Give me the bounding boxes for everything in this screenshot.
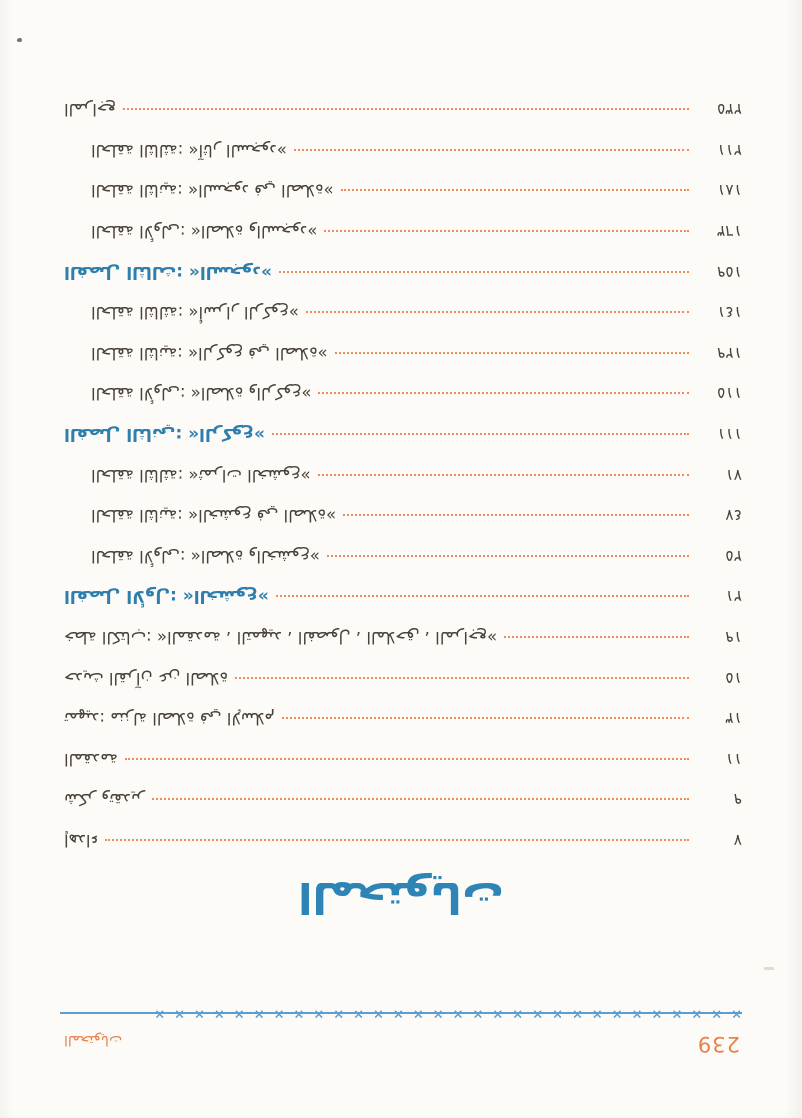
toc-entry-page-number: ٧ [733,831,742,849]
toc-entry-label: الحلقة الثانية: »الركوع في الصلاة« [91,343,328,363]
toc-entry-page-number: ١٤١ [717,303,742,322]
toc-entry-page-number: ١٨١ [717,181,742,200]
dotted-leader [341,190,689,192]
page-header [64,1032,740,1056]
toc-entry-label: الفصل الثالث: »السجود« [64,261,273,282]
toc-entry-label: تمهيد: منزلة الصلاة في الإسلام [64,709,275,729]
toc-entry [64,403,742,444]
toc-entry [64,728,742,769]
toc-entry-label: الفصل الأول: »الخشوع« [64,586,269,607]
toc-entry [64,688,742,729]
toc-entry-page-number: ١٢٩ [717,343,742,362]
scan-speck [17,38,22,42]
dotted-leader [276,595,689,597]
toc-entry-page-number: ١٦٣ [717,222,742,241]
toc-entry [64,485,742,526]
dotted-leader [318,474,689,476]
toc-entry-page-number: ٧١ [725,465,742,484]
page-title: المحتويات [298,873,504,922]
dotted-leader [272,433,689,435]
toc-entry [64,606,742,647]
toc-entry [64,160,742,201]
toc-entry [64,241,742,282]
toc-entry [64,647,742,688]
dotted-leader [125,758,689,760]
barbed-wire-rule: ×××××××××××××××××××××××××××××× [60,1004,742,1022]
toc-entry-label: الحلقة الثانية: »الخشوع في الصلاة« [91,506,337,526]
dotted-leader [294,149,689,151]
dotted-leader [152,798,689,800]
toc-entry [64,525,742,566]
dotted-leader [306,311,689,313]
toc-entry [64,79,742,120]
toc-entry-page-number: ٢١ [725,587,742,606]
toc-entry-label: الحلقة الأولى: »الصلاة والسجود« [91,222,318,242]
toc-entry-label: حديث القرآن عن الصلاة [64,668,228,688]
toc-entry-label: المراجع [64,100,116,120]
toc-entry [64,363,742,404]
toc-entry-page-number: ٢٣٥ [717,100,742,119]
toc-entry [64,566,742,607]
toc-list [64,79,742,850]
dotted-leader [324,230,689,232]
scan-smudge [764,967,774,970]
dotted-leader [343,514,689,516]
toc-entry-page-number: ١٣ [725,709,742,728]
toc-entry-page-number: ١١ [725,749,742,768]
toc-entry-page-number: ١٥٩ [717,262,742,281]
dotted-leader [504,636,689,638]
toc-entry [64,322,742,363]
toc-entry-page-number: ٤٧ [725,506,742,525]
toc-entry-page-number: ٢٥ [725,546,742,565]
toc-entry-page-number: ٩ [733,790,742,809]
toc-entry-label: المقدمة [64,749,118,769]
dotted-leader [105,839,689,841]
toc-entry-label: الفصل الثاني: »الركوع« [64,424,266,445]
dotted-leader [335,352,689,354]
toc-entry [64,119,742,160]
toc-entry [64,809,742,850]
dotted-leader [235,677,689,679]
toc-entry [64,444,742,485]
dotted-leader [279,271,689,273]
toc-entry [64,201,742,242]
toc-entry-label: الحلقة الثالثة: »أسرار الركوع« [91,303,299,323]
toc-entry-page-number: ١٥ [725,668,742,687]
dotted-leader [123,108,689,110]
toc-entry-label: الحلقة الأولى: »الصلاة والركوع« [91,384,312,404]
toc-entry-label: الحلقة الثانية: »السجود في الصلاة« [91,181,334,201]
toc-entry-label: خطة الكتاب: »المقدمة ، التمهيد ، الفصول ، الملاحق ، المراجع« [64,628,498,648]
dotted-leader [282,717,689,719]
toc-entry [64,769,742,810]
header-running-title: المحتويات [64,1032,123,1048]
toc-entry [64,282,742,323]
toc-entry-label: الحلقة الثالثة: »ثمرات الخشوع« [91,465,311,485]
toc-entry-label: شكر وتقدير [64,790,145,810]
toc-entry-page-number: ١١١ [717,425,742,444]
dotted-leader [318,392,689,394]
toc-entry-label: الحلقة الأولى: »الصلاة والخشوع« [91,546,320,566]
toc-entry-label: إهداء [64,831,99,850]
toc-entry-page-number: ٢١١ [717,140,742,159]
toc-entry-page-number: ١٩ [725,628,742,647]
dotted-leader [327,555,689,557]
header-page-number: 239 [696,1032,740,1056]
toc-entry-label: الحلقة الثالثة: »آثار السجود« [91,140,287,160]
toc-entry-page-number: ١١٥ [717,384,742,403]
